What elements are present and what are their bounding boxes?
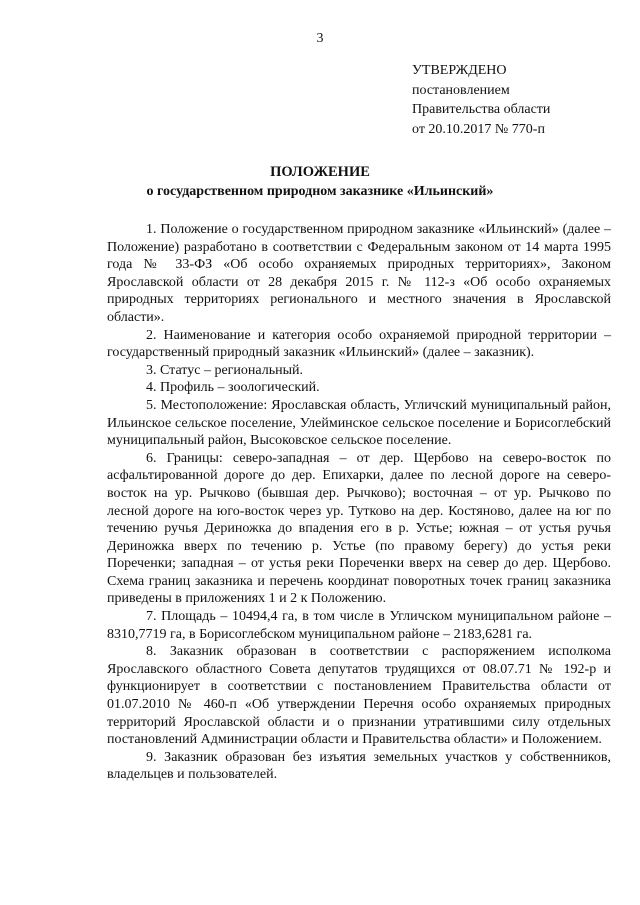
page-number: 3 [316, 31, 324, 46]
approval-line: Правительства области [412, 102, 551, 117]
paragraph-3: 3. Статус – региональный. [146, 362, 303, 378]
document-subtitle: о государственном природном заказнике «Ильинский» [146, 184, 494, 199]
document-body [107, 221, 611, 784]
approval-line: постановлением [412, 82, 510, 98]
paragraph-9: 9. Заказник образован без изъятия земельных участков у собственников, владельцев и пользователей. [107, 749, 611, 783]
paragraph-4: 4. Профиль – зоологический. [146, 380, 320, 396]
paragraph-5: 5. Местоположение: Ярославская область, Угличский муниципальный район, Ильинское сельское поселение, Улейминское сельское поселение и Борисоглебский муниципальный район, Высоковское сельское поселение. [107, 397, 611, 449]
approval-date: от 20.10.2017 № 770-п [412, 121, 545, 137]
approval-heading: УТВЕРЖДЕНО [412, 63, 507, 78]
paragraph-7: 7. Площадь – 10494,4 га, в том числе в Угличском муниципальном районе – 8310,7719 га, в Борисоглебском муниципальном районе – 2183,6281 га. [107, 609, 611, 642]
document-title: ПОЛОЖЕНИЕ [270, 164, 370, 180]
paragraph-1: 1. Положение о государственном природном заказнике «Ильинский» (далее – Положение) разработано в соответствии с Федеральным законом от 14 марта 1995 года № 33-ФЗ «Об особо охраняемых природных территориях», Законом Ярославской области от 28 декабря 2015 г. № 112-з «Об особо охраняемых природных территориях регионального и местного значения в Ярославской области». [107, 222, 611, 325]
paragraph-8: 8. Заказник образован в соответствии с распоряжением исполкома Ярославского областного Совета депутатов трудящихся от 08.07.71 № 192-р и функционирует в соответствии с постановлением Правительства области от 01.07.2010 № 460-п «Об утверждении Перечня особо охраняемых природных территорий Ярославской области и о признании утратившими силу отдельных постановлений Администрации области и Правительства области» и Положением. [107, 644, 611, 748]
paragraph-2: 2. Наименование и категория особо охраняемой природной территории – государственный природный заказник «Ильинский» (далее – заказник). [107, 327, 611, 361]
approval-stamp [412, 61, 550, 139]
paragraph-6: 6. Границы: северо-западная – от дер. Щербово на северо-восток по асфальтированной дороге до дер. Епихарки, далее по лесной дороге на северо-восток на ур. Рычково (бывшая дер. Рычково); восточная – от ур. Рычково по лесной дороге на юго-восток через ур. Тутково на дер. Костяново, далее на юг по течению ручья Дериножка до впадения его в р. Устье; южная – от устья ручья Дериножка вверх по течению р. Устье (по правому берегу) до устья реки Пореченки; западная – от устья реки Пореченки вверх на север до дер. Щербово. Схема границ заказника и перечень координат поворотных точек границ заказника приведены в приложениях 1 и 2 к Положению. [107, 450, 611, 607]
